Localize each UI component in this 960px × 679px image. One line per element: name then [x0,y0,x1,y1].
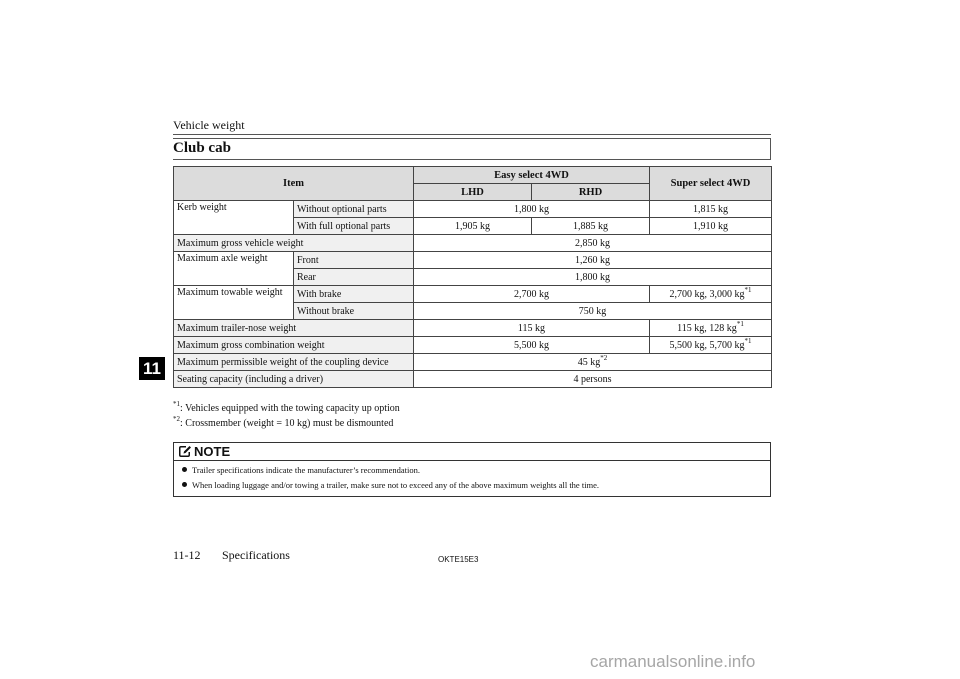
footnote-text: : Vehicles equipped with the towing capacity up option [180,403,400,414]
footnote-ref: *2 [600,353,608,362]
coupling-label: Maximum permissible weight of the coupling device [174,354,414,371]
note-title: NOTE [194,444,231,459]
header-super-select: Super select 4WD [650,167,772,201]
towable-with-brake-label: With brake [294,286,414,303]
kerb-without-label: Without optional parts [294,201,414,218]
kerb-without-easy: 1,800 kg [414,201,650,218]
towable-without-brake-value: 750 kg [414,303,772,320]
axle-front-value: 1,260 kg [414,252,772,269]
towable-with-brake-super: 2,700 kg, 3,000 kg [669,288,745,300]
note-item [182,465,420,475]
gross-combination-super-cell [650,337,772,354]
footnote-2 [173,416,400,431]
axle-rear-label: Rear [294,269,414,286]
footnote-text: : Crossmember (weight = 10 kg) must be dismounted [180,418,394,429]
towable-with-brake-easy: 2,700 kg [414,286,650,303]
note-item-text: Trailer specifications indicate the manufacturer’s recommendation. [192,465,421,475]
gross-combination-easy: 5,500 kg [414,337,650,354]
footer-section: Specifications [222,548,290,562]
header-lhd: LHD [414,184,532,201]
subsection-bar [173,138,771,160]
table-row [174,235,772,252]
table-row [174,371,772,388]
towable-weight-label: Maximum towable weight [174,286,294,320]
vehicle-weight-table [173,166,772,388]
towable-with-brake-super-cell [650,286,772,303]
note-box [173,442,771,497]
watermark: carmanualsonline.info [590,652,756,671]
footnote-ref: *1 [744,336,752,345]
section-title: Vehicle weight [173,118,245,132]
table-row [174,337,772,354]
kerb-with-full-label: With full optional parts [294,218,414,235]
bullet-icon [182,467,187,472]
kerb-without-super: 1,815 kg [650,201,772,218]
gross-vehicle-label: Maximum gross vehicle weight [174,235,414,252]
gross-combination-label: Maximum gross combination weight [174,337,414,354]
trailer-nose-label: Maximum trailer-nose weight [174,320,414,337]
chapter-tab: 11 [139,357,165,380]
footnote-ref: *1 [744,285,752,294]
trailer-nose-easy: 115 kg [414,320,650,337]
trailer-nose-super: 115 kg, 128 kg [677,322,737,334]
header-rule [173,134,771,135]
table-row [174,201,772,218]
seating-value: 4 persons [414,371,772,388]
footnote-ref: *1 [736,319,744,328]
note-item [182,480,599,490]
table-row [174,354,772,371]
kerb-with-full-rhd: 1,885 kg [532,218,650,235]
document-code: OKTE15E3 [438,555,479,564]
footnote-mark: *2 [173,415,180,423]
axle-rear-value: 1,800 kg [414,269,772,286]
table-row [174,286,772,303]
table-header-row [174,167,772,184]
footnote-1 [173,401,400,416]
kerb-weight-label: Kerb weight [174,201,294,235]
note-pencil-icon [178,445,192,458]
footnote-mark: *1 [173,400,180,408]
coupling-value: 45 kg [577,356,601,368]
footnotes [173,401,400,431]
axle-front-label: Front [294,252,414,269]
axle-weight-label: Maximum axle weight [174,252,294,286]
note-header [174,443,770,461]
kerb-with-full-lhd: 1,905 kg [414,218,532,235]
table-row [174,252,772,269]
seating-label: Seating capacity (including a driver) [174,371,414,388]
coupling-value-cell [414,354,772,371]
bullet-icon [182,482,187,487]
towable-without-brake-label: Without brake [294,303,414,320]
header-rhd: RHD [532,184,650,201]
gross-vehicle-value: 2,850 kg [414,235,772,252]
gross-combination-super: 5,500 kg, 5,700 kg [669,339,745,351]
kerb-with-full-super: 1,910 kg [650,218,772,235]
subsection-title: Club cab [173,140,231,156]
header-easy-select: Easy select 4WD [414,167,650,184]
table-row [174,320,772,337]
page-number: 11-12 [173,548,201,562]
header-item: Item [174,167,414,201]
note-item-text: When loading luggage and/or towing a trailer, make sure not to exceed any of the above maximum weights all the time. [192,480,600,490]
trailer-nose-super-cell [650,320,772,337]
